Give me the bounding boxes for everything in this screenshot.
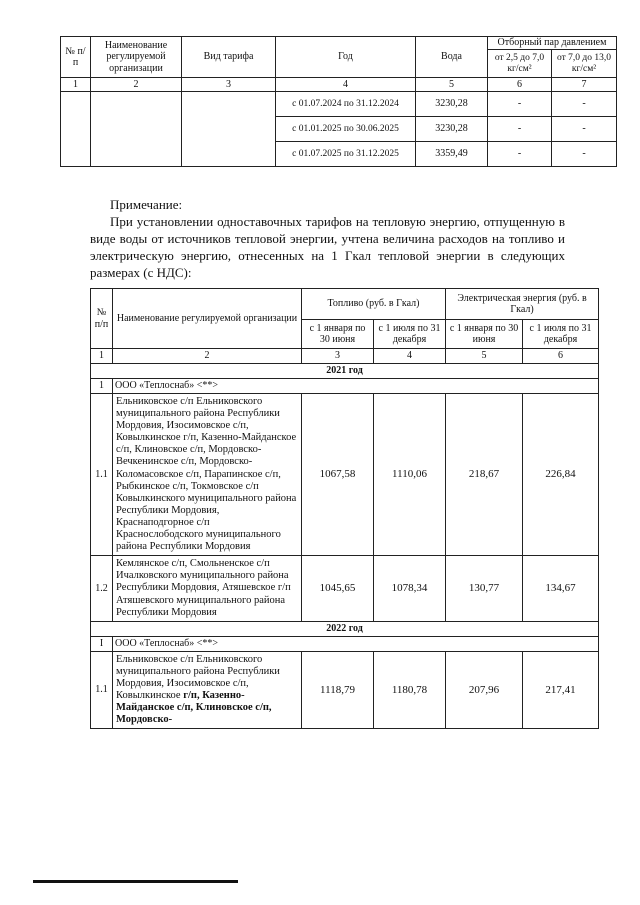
- steam-a-cell: -: [488, 92, 552, 117]
- fuel-h2-cell: 1110,06: [374, 394, 446, 556]
- col-number: 7: [552, 78, 617, 92]
- col-elec-header: Электрическая энергия (руб. в Гкал): [446, 289, 599, 320]
- col-number: 1: [61, 78, 91, 92]
- year-row: [91, 621, 599, 636]
- elec-h1-cell: 218,67: [446, 394, 523, 556]
- period-cell: с 01.07.2024 по 31.12.2024: [276, 92, 416, 117]
- year-2021-label: 2021 год: [91, 364, 599, 379]
- fuel-h2-cell: 1180,78: [374, 651, 446, 729]
- col-steam-header: Отборный пар давлением: [488, 37, 617, 50]
- water-cell: 3359,49: [416, 142, 488, 167]
- group-row: [91, 636, 599, 651]
- group-number: I: [91, 636, 113, 651]
- footnote-divider: [33, 880, 238, 883]
- elec-h2-cell: 134,67: [523, 556, 599, 621]
- column-numbers-row: [61, 78, 617, 92]
- org-text: Ельниковское с/п Ельниковского муниципального района Республики Мордовия, Изосимовское с/п, Ковылкинское: [116, 653, 280, 701]
- col-number: 2: [113, 349, 302, 364]
- group-name: ООО «Теплоснаб» <**>: [113, 379, 599, 394]
- col-org-header: Наименование регулируемой организации: [91, 37, 182, 78]
- fuel-h2-cell: 1078,34: [374, 556, 446, 621]
- empty-cell: [91, 92, 182, 167]
- water-cell: 3230,28: [416, 92, 488, 117]
- col-number: 2: [91, 78, 182, 92]
- row-number: 1.1: [91, 394, 113, 556]
- group-number: 1: [91, 379, 113, 394]
- steam-b-cell: -: [552, 117, 617, 142]
- col-number: 5: [416, 78, 488, 92]
- col-number: 4: [374, 349, 446, 364]
- col-number: 3: [182, 78, 276, 92]
- expense-table: [90, 288, 599, 729]
- table-row: [91, 556, 599, 621]
- col-number: 3: [302, 349, 374, 364]
- group-row: [91, 379, 599, 394]
- col-number: 4: [276, 78, 416, 92]
- col-tariff-header: Вид тарифа: [182, 37, 276, 78]
- elec-h1-header: с 1 января по 30 июня: [446, 320, 523, 349]
- col-number: 5: [446, 349, 523, 364]
- col-num-header: № п/п: [61, 37, 91, 78]
- empty-cell: [182, 92, 276, 167]
- fuel-h1-header: с 1 января по 30 июня: [302, 320, 374, 349]
- steam-a-cell: -: [488, 117, 552, 142]
- col-num-header: № п/п: [91, 289, 113, 349]
- col-year-header: Год: [276, 37, 416, 78]
- period-cell: с 01.01.2025 по 30.06.2025: [276, 117, 416, 142]
- group-name: ООО «Теплоснаб» <**>: [113, 636, 599, 651]
- col-org-header: Наименование регулируемой организации: [113, 289, 302, 349]
- col-water-header: Вода: [416, 37, 488, 78]
- table-row: [61, 92, 617, 117]
- period-cell: с 01.07.2025 по 31.12.2025: [276, 142, 416, 167]
- col-number: 1: [91, 349, 113, 364]
- elec-h2-cell: 226,84: [523, 394, 599, 556]
- note-title: Примечание:: [110, 197, 183, 212]
- steam-b-cell: -: [552, 142, 617, 167]
- tariff-table-header: [61, 37, 617, 50]
- note-block: [90, 196, 565, 281]
- expense-table-header: [91, 289, 599, 320]
- org-cell: Ельниковское с/п Ельниковского муниципального района Республики Мордовия, Изосимовское с/п, Ковылкинское г/п, Казенно-Майданское с/п, Клиновское с/п, Мордовско-Вечкенинское с/п, Мордовско-Коломасовское с/п, Парапинское с/п, Рыбкинское с/п, Токмовское с/п Ковылкинского муниципального района Республики Мордовия, Краснаподгорное с/п Краснослободского муниципального района Республики Мордовия: [113, 394, 302, 556]
- fuel-h1-cell: 1118,79: [302, 651, 374, 729]
- table-row: [91, 651, 599, 729]
- org-text-bold: г/п, Казенно-Майданское с/п, Клиновское с/п, Мордовско-: [116, 689, 272, 726]
- col-steam-b-header: от 7,0 до 13,0 кг/см²: [552, 50, 617, 78]
- col-number: 6: [488, 78, 552, 92]
- fuel-h1-cell: 1067,58: [302, 394, 374, 556]
- org-cell: [113, 651, 302, 729]
- year-2022-label: 2022 год: [91, 621, 599, 636]
- steam-b-cell: -: [552, 92, 617, 117]
- empty-cell: [61, 92, 91, 167]
- water-cell: 3230,28: [416, 117, 488, 142]
- year-row: [91, 364, 599, 379]
- org-cell: Кемлянское с/п, Смольненское с/п Ичалковского муниципального района Республики Мордовия, Атяшевское г/п Атяшевского муниципального района Республики Мордовия: [113, 556, 302, 621]
- col-steam-a-header: от 2,5 до 7,0 кг/см²: [488, 50, 552, 78]
- elec-h2-header: с 1 июля по 31 декабря: [523, 320, 599, 349]
- elec-h2-cell: 217,41: [523, 651, 599, 729]
- note-text: При установлении одноставочных тарифов на тепловую энергию, отпущенную в виде воды от источников тепловой энергии, учтена величина расходов на топливо и электрическую энергию, отнесенных на 1 Гкал тепловой энергии в следующих размерах (с НДС):: [90, 214, 565, 280]
- row-number: 1.2: [91, 556, 113, 621]
- col-number: 6: [523, 349, 599, 364]
- col-fuel-header: Топливо (руб. в Гкал): [302, 289, 446, 320]
- tariff-table: [60, 36, 617, 167]
- fuel-h1-cell: 1045,65: [302, 556, 374, 621]
- column-numbers-row: [91, 349, 599, 364]
- fuel-h2-header: с 1 июля по 31 декабря: [374, 320, 446, 349]
- row-number: 1.1: [91, 651, 113, 729]
- elec-h1-cell: 207,96: [446, 651, 523, 729]
- elec-h1-cell: 130,77: [446, 556, 523, 621]
- steam-a-cell: -: [488, 142, 552, 167]
- table-row: [91, 394, 599, 556]
